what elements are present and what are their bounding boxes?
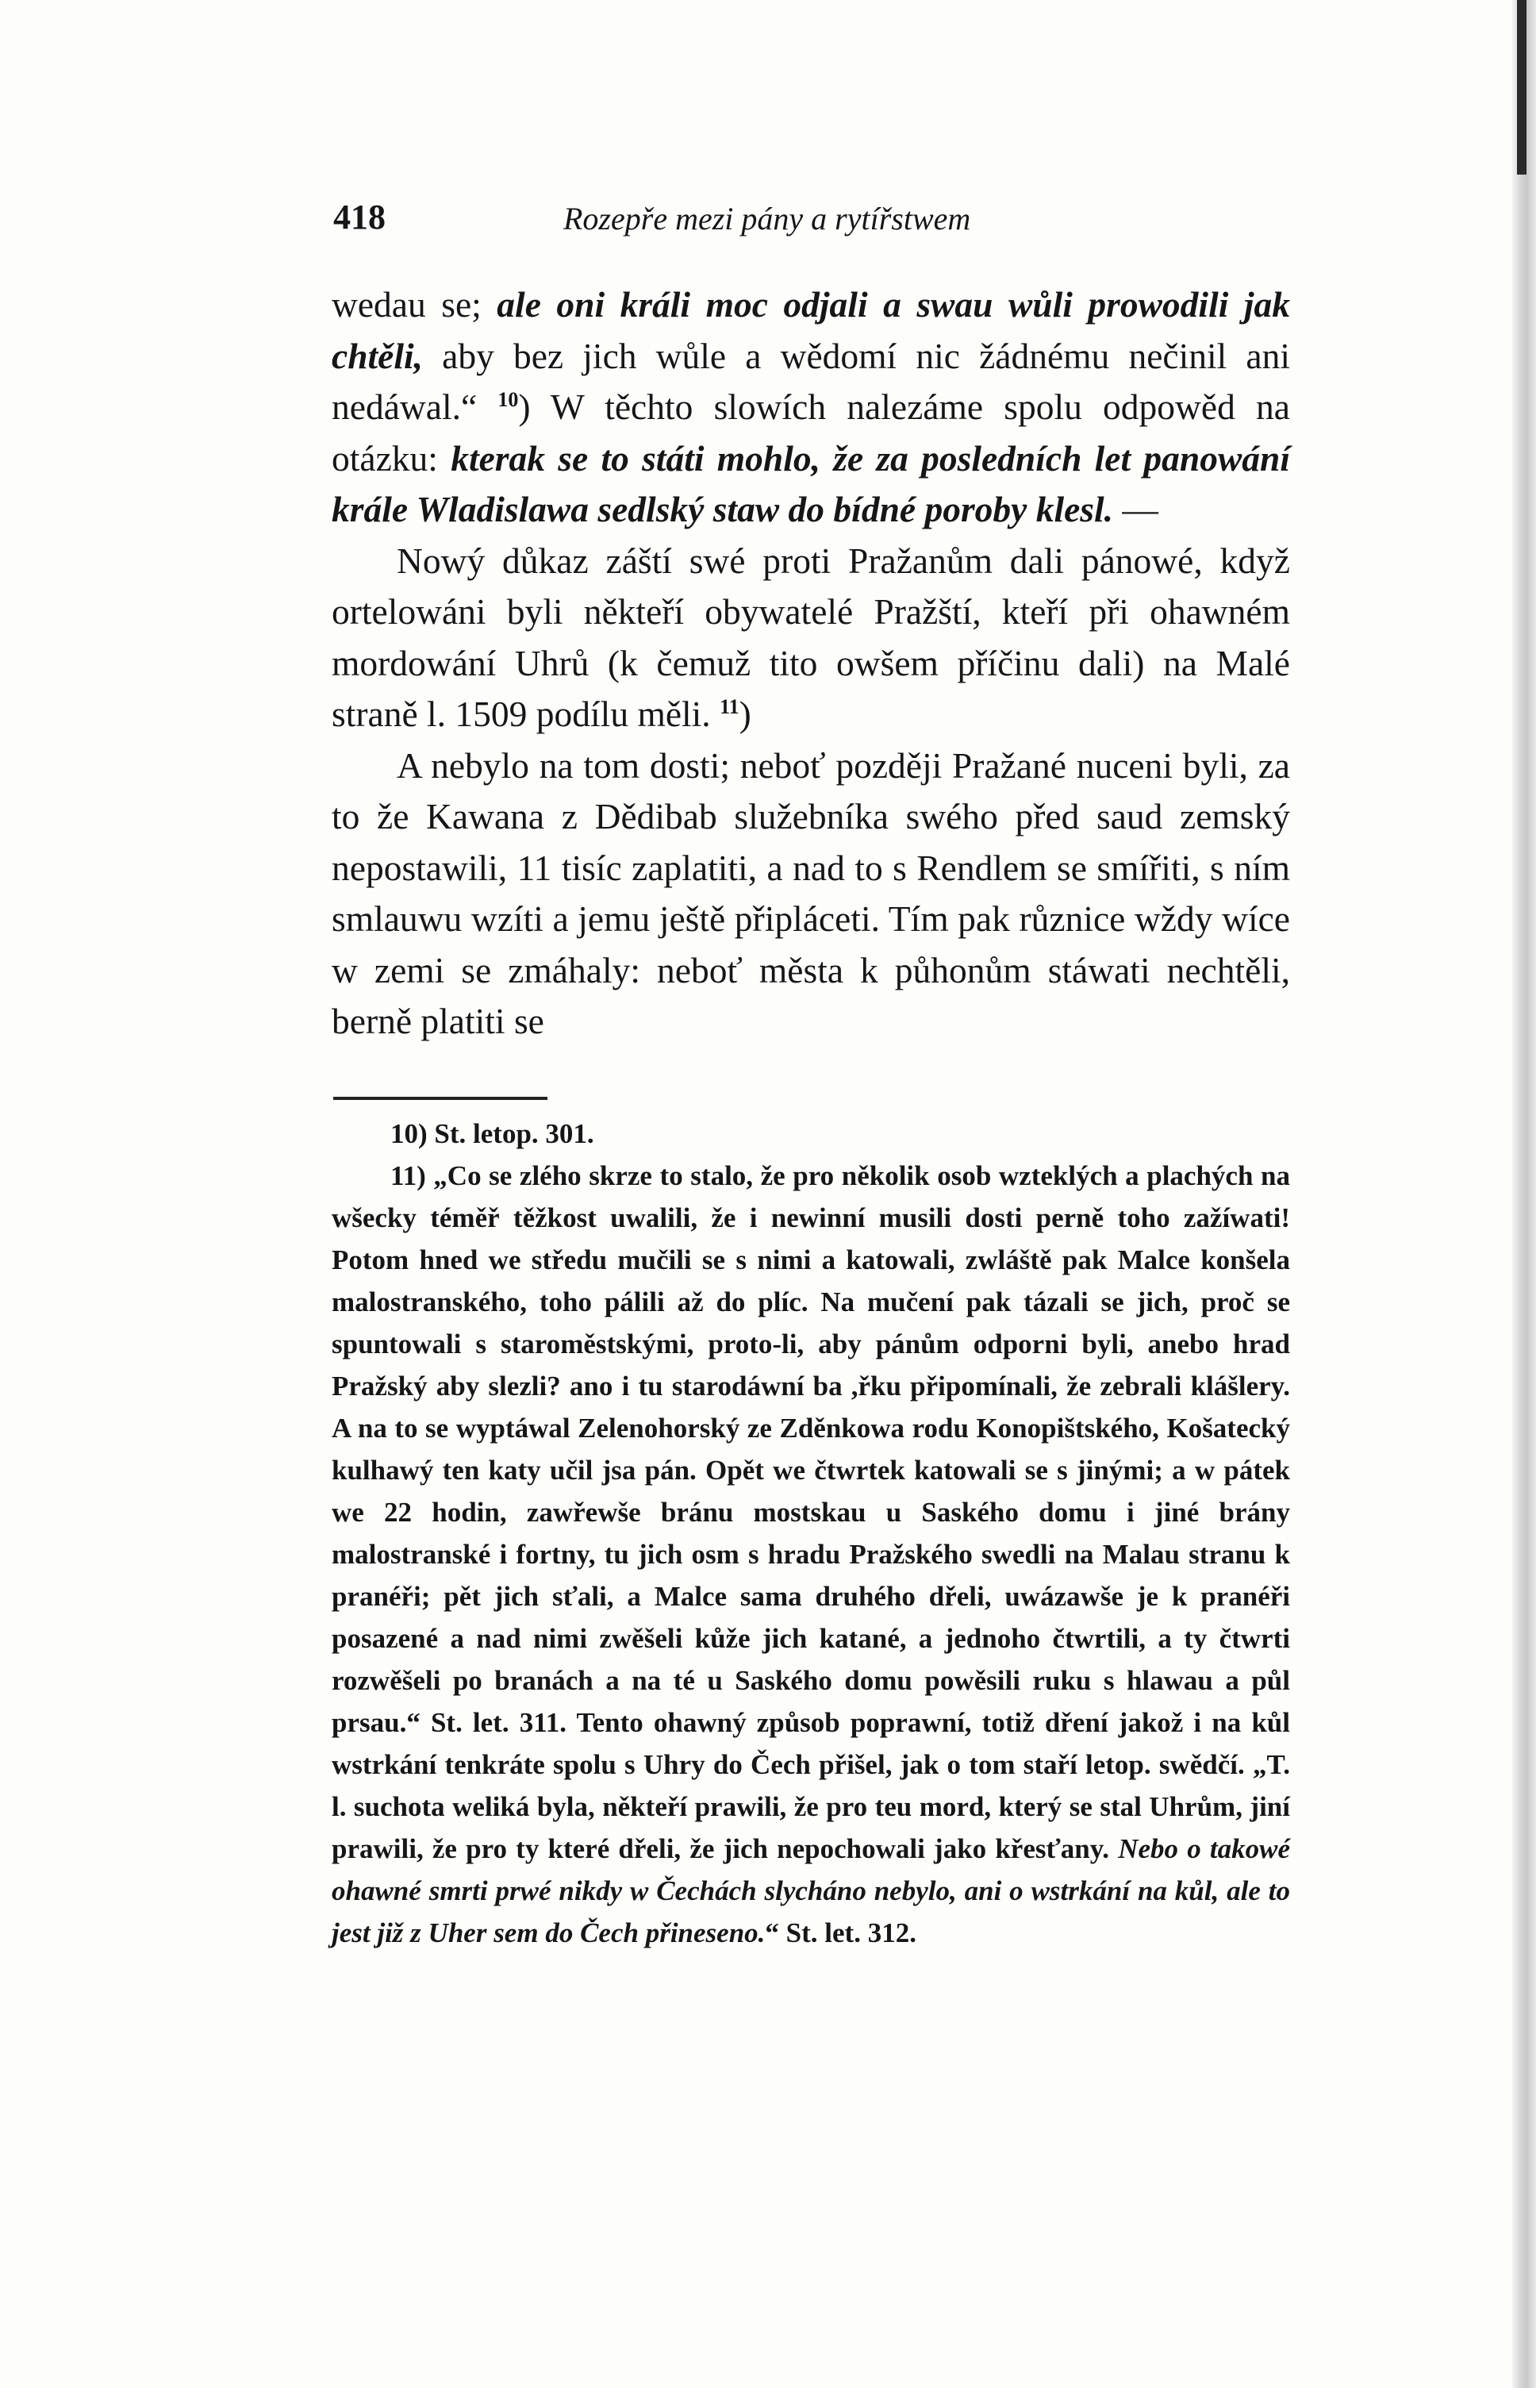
p2-text-b: ) — [739, 694, 751, 734]
p1-text-c: aby bez jich wůle a wědomí nic žádnému nečinil ani nedáwal.“ — [332, 335, 1290, 427]
p1-italic-b: ale oni králi moc odjali a swau wůli prowodili jak chtěli, — [332, 284, 1290, 376]
p1-italic-e: kterak se to státi mohlo, že za posledních let panowání krále Wladislawa sedlský staw do bídné poroby klesl. — [332, 437, 1290, 529]
scan-edge-shadow — [1512, 0, 1536, 2388]
paragraph-1 — [332, 279, 1290, 536]
scan-edge-dark-mark — [1517, 0, 1527, 175]
footnote-10: 10) St. letop. 301. — [390, 1118, 594, 1149]
fn11-text-c: “ St. let. 312. — [765, 1917, 916, 1948]
paragraph-3: A nebylo na tom dosti; neboť později Pražané nuceni byli, za to že Kawana z Dědibab služebníka swého před saud zemský nepostawili, 11 tisíc zaplatiti, a nad to s Rendlem se smířiti, s ním smlauwu wzíti a jemu ještě připláceti. Tím pak různice wždy wíce w zemi se zmáhaly: neboť města k půhonům stáwati nechtěli, berně platiti se — [332, 744, 1290, 1041]
footnote-ref-11: 11 — [720, 694, 739, 718]
p2-text-a: Nowý důkaz záští swé proti Pražanům dali pánowé, když ortelowáni byli někteří obywatelé Pražští, kteří při ohawném mordowání Uhrů (k čemuž tito owšem příčinu dali) na Malé straně l. 1509 podílu měli. — [332, 540, 1290, 734]
p1-text-d: ) W těchto slowích nalezáme spolu odpowěd na otázku: — [332, 386, 1291, 479]
footnote-rule — [333, 1097, 547, 1100]
footnote-ref-10: 10 — [497, 387, 519, 411]
page-number: 418 — [333, 198, 386, 236]
page-header — [333, 197, 1293, 252]
fn11-italic-b: Nebo o takowé ohawné smrti prwé nikdy w Čechách slycháno nebylo, ani o wstrkání na kůl, ale to jest již z Uher sem do Čech přineseno. — [332, 1833, 1291, 1948]
footnote-11 — [332, 1155, 1290, 1954]
main-text — [332, 279, 1290, 1048]
footnotes — [332, 1113, 1290, 1954]
paragraph-2 — [332, 536, 1290, 740]
running-head: Rozepře mezi pány a rytířstwem — [563, 201, 971, 236]
p1-text-f: — — [1113, 489, 1158, 529]
fn11-text-a: 11) „Co se zlého skrze to stalo, že pro několik osob wzteklých a plachých na wšecky téměř těžkost uwalili, že i newinní musili dosti perně toho zažíwati! Potom hned we středu mučili se s nimi a katowali, zwláště pak Malce konšela malostranského, toho pálili až do plíc. Na mučení pak tázali se jich, proč se spuntowali s staroměstskými, proto-li, aby pánům odporni byli, anebo hrad Pražský aby slezli? ano i tu starodáwní ba ,řku připomínali, že zebrali klášlery. A na to se wyptáwal Zelenohorský ze Zděnkowa rodu Konopištského, Košatecký kulhawý ten katy učil jsa pán. Opět we čtwrtek katowali se s jinými; a w pátek we 22 hodin, zawřewše bránu mostskau u Saského domu i jiné brány malostranské i fortny, tu jich osm s hradu Pražského swedli na Malau stranu k pranéři; pět jich sťali, a Malce sama druhého dřeli, uwázawše je k pranéři posazené a nad nimi zwěšeli kůže jich katané, a jednoho čtwrtili, a ty čtwrti rozwěšeli po branách a na té u Saského domu powěsili ruku s hlawau a půl prsau.“ St. let. 311. Tento ohawný způsob poprawní, totiž dření jakož i na kůl wstrkání tenkráte spolu s Uhry do Čech přišel, jak o tom staří letop. swědčí. „T. l. suchota weliká byla, někteří prawili, že pro teu mord, který se stal Uhrům, jiní prawili, že pro ty které dřeli, že jich nepochowali jako křesťany. — [332, 1160, 1290, 1864]
p1-text-a: wedau se; — [332, 284, 497, 325]
